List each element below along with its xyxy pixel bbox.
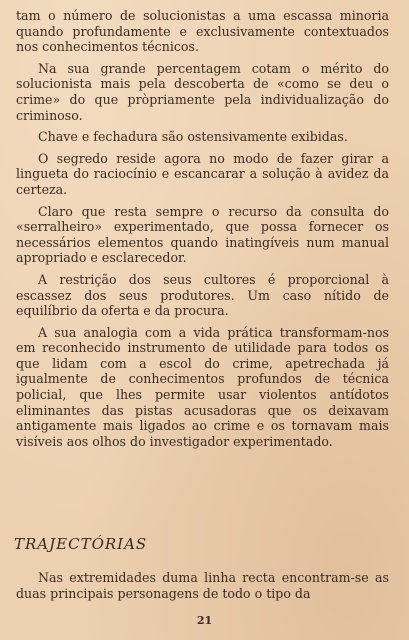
page-number: 21 <box>196 614 213 627</box>
paragraph: O segredo reside agora no modo de fazer girar a lingueta do raciocínio e escancarar a solução à avidez da certeza. <box>16 150 389 197</box>
paragraph: A sua analogia com a vida prática transformam-nos em reconhecido instrumento de utilidade para todos os que lidam com a escol do crime, apetrechada já igualmente de conhecimentos profundos de técnica policial, que lhes permite usar violentos antídotos eliminantes das pistas acusadoras que os deixavam antigamente mais ligados ao crime e os tornavam mais visíveis aos olhos do investigador experimentado. <box>16 324 389 449</box>
paragraph: Na sua grande percentagem cotam o mérito do solucionista mais pela descoberta de «como se deu o crime» do que pròpriamente pela individualização do criminoso. <box>16 60 389 123</box>
section-paragraph: Nas extremidades duma linha recta encontram-se as duas principais personagens de todo o tipo da <box>16 570 389 601</box>
section-heading: TRAJECTÓRIAS <box>14 535 148 553</box>
paragraph: A restrição dos seus cultores é proporcional à escassez dos seus produtores. Um caso nítido de equilíbrio da oferta e da procura. <box>16 271 389 319</box>
body-text <box>16 8 389 455</box>
paragraph: tam o número de solucionistas a uma escassa minoria quando profundamente e exclusivamente contextuados nos conhecimentos técnicos. <box>16 8 389 55</box>
paragraph: Chave e fechadura são ostensivamente exibidas. <box>38 129 348 145</box>
paragraph: Claro que resta sempre o recurso da consulta do «serralheiro» experimentado, que possa fornecer os necessários elementos quando inatingíveis num manual apropriado e esclarecedor. <box>16 203 389 266</box>
